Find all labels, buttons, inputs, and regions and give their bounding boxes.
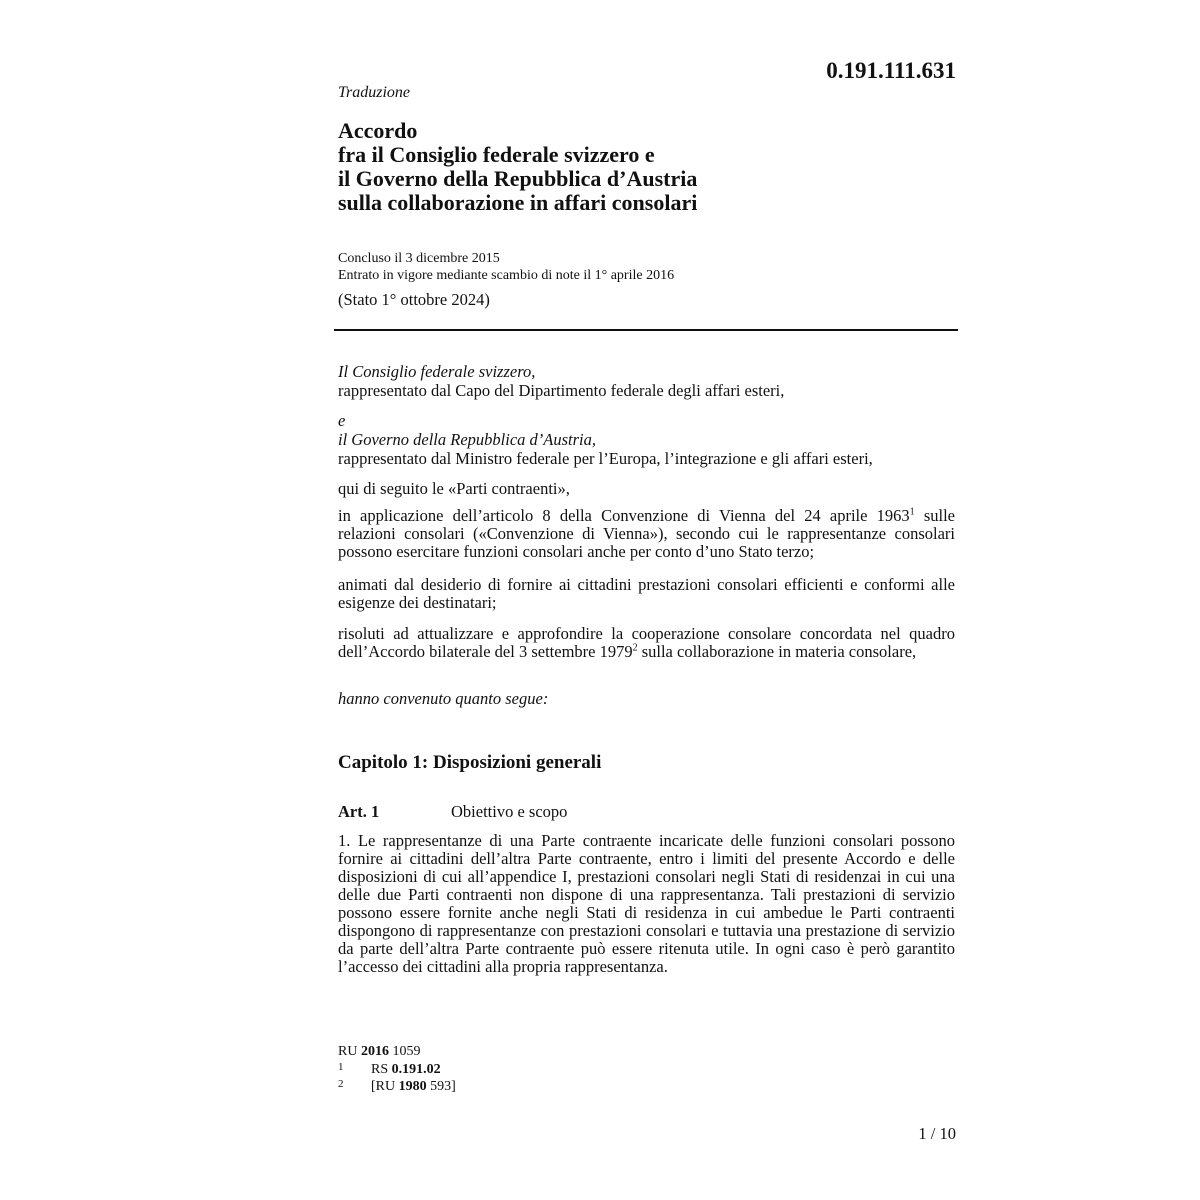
footnote-2 bbox=[371, 1079, 456, 1095]
party2-representative: rappresentato dal Ministro federale per l’Europa, l’integrazione e gli affari esteri, bbox=[338, 449, 873, 468]
article-label: Art. 1 bbox=[338, 802, 380, 821]
chapter-heading: Capitolo 1: Disposizioni generali bbox=[338, 752, 602, 773]
footnote-2-suffix: 593] bbox=[426, 1079, 456, 1094]
page-number: 1 / 10 bbox=[918, 1124, 956, 1143]
footnote-1 bbox=[371, 1062, 441, 1078]
footnote-ref-1: 1 bbox=[909, 506, 915, 518]
party2-name: il Governo della Repubblica d’Austria, bbox=[338, 430, 596, 449]
translation-label: Traduzione bbox=[338, 84, 411, 101]
article-paragraph: 1. Le rappresentanze di una Parte contraente incaricate delle funzioni consolari possono fornire ai cittadini dell’altra Parte contraente, entro i limiti del presente Accordo e delle disposizioni di cui all’appendice I, prestazioni consolari negli Stati di residenzai in cui una delle due Parti contraenti non dispone di una rappresentanza. Tali prestazioni di servizio possono essere fornite anche negli Stati di residenza in cui ambedue le Parti contraenti dispongono di rappresentanze con prestazioni consolari e tuttavia una prestazione di servizio da parte dell’altra Parte contraente può essere ritenuta utile. In ogni caso è però garantito l’accesso dei cittadini alla propria rappresentanza. bbox=[338, 831, 955, 976]
preamble-paragraph-2: animati dal desiderio di fornire ai cittadini prestazioni consolari efficienti e conformi alle esigenze dei destinatari; bbox=[338, 575, 955, 612]
title-line: sulla collaborazione in affari consolari bbox=[338, 190, 698, 215]
header-divider bbox=[334, 329, 958, 331]
ru-year: 2016 bbox=[360, 1044, 389, 1059]
ru-reference bbox=[338, 1044, 420, 1060]
conjunction: e bbox=[338, 411, 346, 430]
status-date: (Stato 1° ottobre 2024) bbox=[338, 290, 490, 309]
footnote-ref-2: 2 bbox=[632, 642, 638, 654]
party1-name: Il Consiglio federale svizzero, bbox=[338, 362, 536, 381]
preamble-p1-text-a: in applicazione dell’articolo 8 della Convenzione di Vienna del 24 aprile 1963 bbox=[338, 506, 910, 525]
preamble-paragraph-3 bbox=[338, 625, 955, 661]
preamble-p3-text-b: sulla collaborazione in materia consolare, bbox=[637, 642, 917, 661]
footnote-2-prefix: [RU bbox=[371, 1079, 399, 1094]
concluded-date: Concluso il 3 dicembre 2015 bbox=[338, 251, 500, 266]
party1-representative: rappresentato dal Capo del Dipartimento federale degli affari esteri, bbox=[338, 381, 785, 400]
footnote-1-prefix: RS bbox=[371, 1062, 392, 1077]
footnote-2-year: 1980 bbox=[398, 1079, 427, 1094]
title-line: il Governo della Repubblica d’Austria bbox=[338, 166, 698, 191]
title-line: Accordo bbox=[338, 118, 418, 143]
article-title: Obiettivo e scopo bbox=[451, 802, 568, 821]
entry-into-force: Entrato in vigore mediante scambio di note il 1° aprile 2016 bbox=[338, 268, 675, 283]
ru-page: 1059 bbox=[388, 1044, 421, 1059]
preamble-closing: hanno convenuto quanto segue: bbox=[338, 689, 549, 708]
footnote-1-ref: 0.191.02 bbox=[391, 1062, 441, 1077]
preamble-p1-text-b: sulle relazioni consolari («Convenzione di Vienna»), secondo cui le rappresentanze consolari possono esercitare funzioni consolari anche per conto d’uno Stato terzo; bbox=[338, 506, 955, 561]
document-title bbox=[338, 119, 697, 215]
ru-prefix: RU bbox=[338, 1044, 361, 1059]
parties-definition: qui di seguito le «Parti contraenti», bbox=[338, 479, 570, 498]
preamble-p3-text-a: risoluti ad attualizzare e approfondire la cooperazione consolare concordata nel quadro dell’Accordo bilaterale del 3 settembre 1979 bbox=[338, 624, 955, 661]
title-line: fra il Consiglio federale svizzero e bbox=[338, 142, 655, 167]
footnote-number-2: 2 bbox=[338, 1078, 344, 1090]
ref-number: 0.191.111.631 bbox=[826, 58, 956, 83]
preamble-paragraph-1 bbox=[338, 507, 955, 561]
footnote-number-1: 1 bbox=[338, 1061, 344, 1073]
